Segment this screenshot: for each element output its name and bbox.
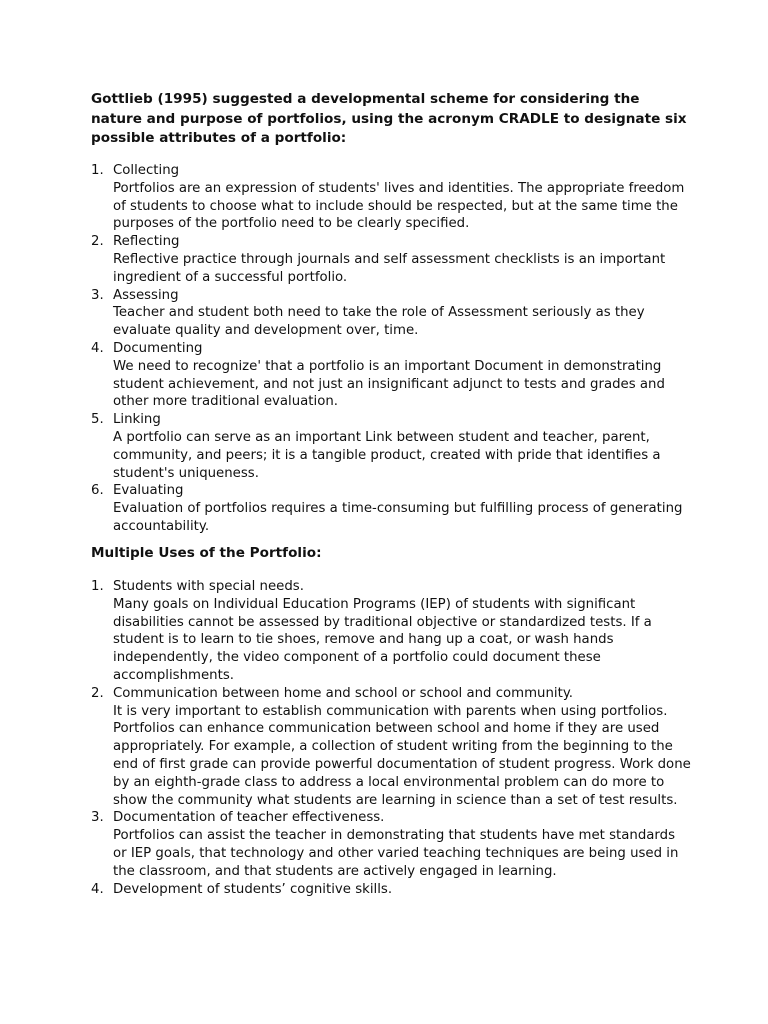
item-number: 1. — [91, 163, 104, 178]
item-number: 4. — [91, 340, 104, 356]
item-number: 6. — [91, 483, 104, 499]
item-number: 4. — [91, 881, 104, 897]
uses-heading: Multiple Uses of the Portfolio: — [91, 545, 322, 561]
item-label: Assessing — [113, 287, 179, 303]
list-item — [91, 162, 691, 233]
item-description: Reflective practice through journals and self assessment checklists is an important ingredient of a successful portfolio. — [113, 251, 666, 285]
item-description: Many goals on Individual Education Programs (IEP) of students with significant disabilities cannot be assessed by traditional objective or standardized tests. If a student is to learn to tie shoes, remove and hang up a coat, or wash hands independently, the video component of a portfolio could document these accomplishments. — [113, 596, 652, 683]
list-item — [91, 578, 691, 685]
item-number: 3. — [91, 810, 104, 826]
intro-heading: Gottlieb (1995) suggested a developmental scheme for considering the nature and purpose of portfolios, using the acronym CRADLE to designate six possible attributes of a portfolio: — [91, 91, 687, 146]
cradle-list — [91, 162, 691, 536]
item-description: We need to recognize' that a portfolio is an important Document in demonstrating student achievement, and not just an insignificant adjunct to tests and grades and other more traditional evaluation. — [113, 358, 665, 410]
item-description: It is very important to establish communication with parents when using portfolios. Portfolios can enhance communication between school and home if they are used appropriately. For example, a collection of student writing from the beginning to the end of first grade can provide powerful documentation of student progress. Work done by an eighth-grade class to address a local environmental problem can do more to show the community what students are learning in science than a set of test results. — [113, 703, 691, 808]
item-number: 2. — [91, 685, 104, 701]
list-item — [91, 233, 691, 286]
list-item — [91, 685, 691, 810]
item-description: A portfolio can serve as an important Link between student and teacher, parent, community, and peers; it is a tangible product, created with pride that identifies a student's uniqueness. — [113, 429, 661, 481]
list-item — [91, 881, 691, 899]
list-item — [91, 411, 691, 482]
item-label: Reflecting — [113, 234, 180, 250]
list-item — [91, 287, 691, 340]
item-label: Documentation of teacher effectiveness. — [113, 810, 385, 826]
item-label: Communication between home and school or school and community. — [113, 685, 574, 701]
item-description: Teacher and student both need to take the role of Assessment seriously as they evaluate quality and development over, time. — [113, 305, 645, 339]
item-description: Portfolios are an expression of students' lives and identities. The appropriate freedom of students to choose what to include should be respected, but at the same time the purposes of the portfolio need to be clearly specified. — [113, 180, 685, 232]
item-label: Collecting — [113, 163, 180, 178]
item-number: 2. — [91, 234, 104, 250]
list-item — [91, 809, 691, 880]
item-label: Evaluating — [113, 483, 184, 499]
item-number: 3. — [91, 287, 104, 303]
item-label: Development of students’ cognitive skills. — [113, 881, 393, 897]
list-item — [91, 482, 691, 535]
list-item — [91, 340, 691, 411]
uses-list — [91, 578, 691, 898]
item-label: Documenting — [113, 340, 203, 356]
item-number: 1. — [91, 579, 104, 594]
item-label: Linking — [113, 412, 161, 428]
item-description: Portfolios can assist the teacher in demonstrating that students have met standards or IEP goals, that technology and other varied teaching techniques are being used in the classroom, and that students are actively engaged in learning. — [113, 828, 679, 879]
item-number: 5. — [91, 412, 104, 428]
item-description: Evaluation of portfolios requires a time-consuming but fulfilling process of generating accountability. — [113, 501, 683, 534]
item-label: Students with special needs. — [113, 579, 304, 594]
